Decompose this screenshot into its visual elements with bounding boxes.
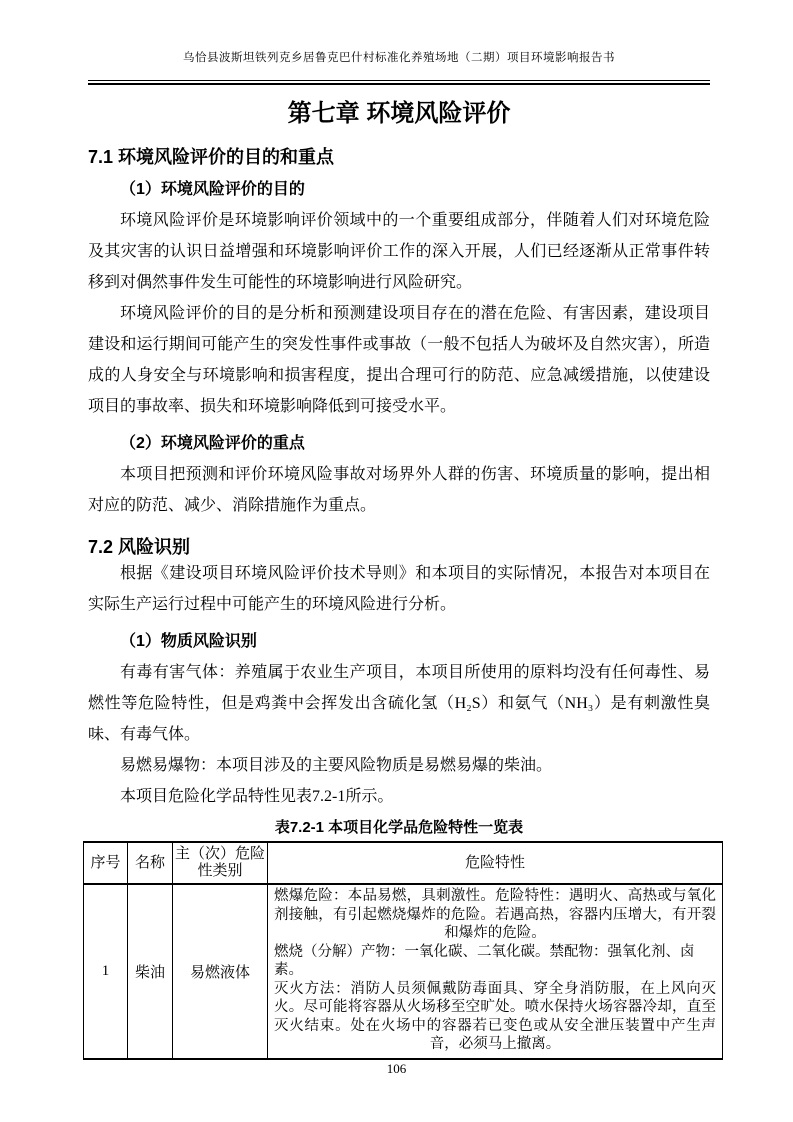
header-divider-line [88, 80, 710, 85]
cell-hazard-category: 易燃液体 [173, 884, 268, 1059]
table-header-row [84, 842, 723, 884]
paragraph: 易燃易爆物：本项目涉及的主要风险物质是易燃易爆的柴油。 [120, 757, 553, 774]
subsection-7-1-1-heading: （1）环境风险评价的目的 [120, 181, 305, 198]
hazard-paragraph: 燃烧（分解）产物：一氧化碳、二氧化碳。禁配物：强氧化剂、卤素。 [274, 943, 695, 978]
cell-hazard-characteristics [268, 884, 723, 1059]
subsection-7-1-2-heading: （2）环境风险评价的重点 [120, 435, 305, 452]
column-header-category: 主（次）危险性类别 [173, 842, 268, 884]
hazard-characteristics-table [83, 841, 723, 1060]
hazard-paragraph: 灭火方法：消防人员须佩戴防毒面具、穿全身消防服，在上风向灭火。尽可能将容器从火场移至空旷处。喷水保持火场容器冷却，直至灭火结束。处在火场中的容器若已变色或从安全泄压装置中产生声音，必须马上撤离。 [274, 980, 716, 1052]
hazard-paragraph: 燃爆危险：本品易燃，具刺激性。危险特性：遇明火、高热或与氧化剂接触，有引起燃烧爆炸的危险。若遇高热，容器内压增大，有开裂 和爆炸的危险。 [274, 888, 716, 941]
column-header-no: 序号 [84, 842, 128, 884]
running-header: 乌恰县波斯坦铁列克乡居鲁克巴什村标准化养殖场地（二期）项目环境影响报告书 [183, 52, 615, 64]
chapter-title: 第七章 环境风险评价 [287, 100, 511, 127]
paragraph: 本项目危险化学品特性见表7.2-1所示。 [120, 788, 394, 805]
cell-row-number: 1 [84, 884, 128, 1059]
paragraph: 本项目把预测和评价环境风险事故对场界外人群的伤害、环境质量的影响，提出相对应的防范、减少、消除措施作为重点。 [88, 466, 710, 514]
column-header-hazard: 危险特性 [268, 842, 723, 884]
paragraph: 有毒有害气体：养殖属于农业生产项目，本项目所使用的原料均没有任何毒性、易燃性等危险特性，但是鸡粪中会挥发出含硫化氢（H₂S）和氨气（NH₃）是有刺激性臭味、有毒气体。 [88, 664, 710, 743]
subsection-7-2-1-heading: （1）物质风险识别 [120, 633, 257, 650]
column-header-name: 名称 [128, 842, 173, 884]
paragraph: 环境风险评价是环境影响评价领域中的一个重要组成部分，伴随着人们对环境危险及其灾害的认识日益增强和环境影响评价工作的深入开展，人们已经逐渐从正常事件转移到对偶然事件发生可能性的环境影响进行风险研究。 [88, 212, 710, 291]
table-title: 表7.2-1 本项目化学品危险特性一览表 [274, 819, 524, 836]
table-row [84, 884, 723, 1059]
section-7-1-heading: 7.1 环境风险评价的目的和重点 [88, 147, 335, 167]
page-number: 106 [386, 1061, 407, 1076]
paragraph: 根据《建设项目环境风险评价技术导则》和本项目的实际情况，本报告对本项目在实际生产运行过程中可能产生的环境风险进行分析。 [88, 565, 710, 613]
cell-chemical-name: 柴油 [128, 884, 173, 1059]
section-7-2-heading: 7.2 风险识别 [88, 537, 191, 557]
paragraph: 环境风险评价的目的是分析和预测建设项目存在的潜在危险、有害因素，建设项目建设和运行期间可能产生的突发性事件或事故（一般不包括人为破坏及自然灾害），所造成的人身安全与环境影响和损害程度，提出合理可行的防范、应急减缓措施，以使建设项目的事故率、损失和环境影响降低到可接受水平。 [88, 305, 710, 415]
